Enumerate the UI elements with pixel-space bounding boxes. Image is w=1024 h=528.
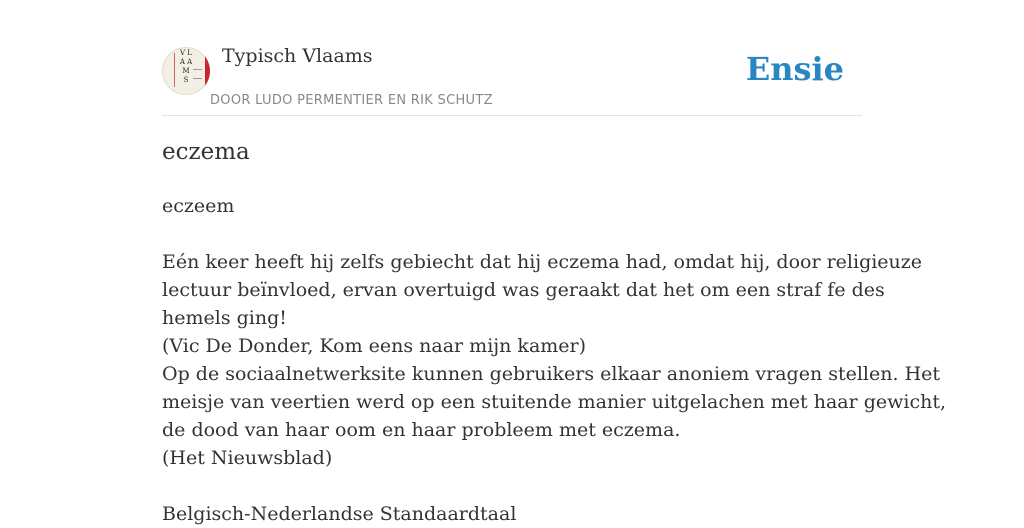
example-2-line-1: Op de sociaalnetwerksite kunnen gebruikers elkaar anoniem vragen stellen. Het	[162, 363, 941, 385]
example-1-source: (Vic De Donder, Kom eens naar mijn kamer)	[162, 335, 587, 357]
ensie-logo-link[interactable]: Ensie	[745, 50, 844, 88]
spacer	[162, 472, 862, 500]
cover-decoration-line	[174, 53, 175, 87]
spacer	[162, 220, 862, 248]
example-2-line-3: de dood van haar oom en haar probleem met eczema.	[162, 419, 681, 441]
entry-variant: eczeem	[162, 195, 235, 217]
cover-letters: V L A A M S	[179, 49, 193, 84]
cover-spine	[205, 47, 210, 95]
entry-category: Belgisch-Nederlandse Standaardtaal	[162, 503, 517, 525]
entry-body	[162, 192, 947, 528]
example-1-line-3: hemels ging!	[162, 307, 287, 329]
book-authors: DOOR LUDO PERMENTIER EN RIK SCHUTZ	[210, 93, 493, 108]
cover-decoration-text	[193, 69, 202, 79]
entry-term: eczema	[162, 139, 250, 165]
book-header	[162, 0, 862, 116]
example-1-line-2: lectuur beïnvloed, ervan overtuigd was geraakt dat het om een straf fe des	[162, 279, 885, 301]
page-container	[162, 0, 947, 525]
book-title[interactable]: Typisch Vlaams	[222, 45, 373, 67]
example-1-line-1: Eén keer heeft hij zelfs gebiecht dat hij eczema had, omdat hij, door religieuze	[162, 251, 923, 273]
book-cover-avatar[interactable]	[162, 47, 210, 95]
example-2-source: (Het Nieuwsblad)	[162, 447, 333, 469]
example-2-line-2: meisje van veertien werd op een stuitende manier uitgelachen met haar gewicht,	[162, 391, 947, 413]
